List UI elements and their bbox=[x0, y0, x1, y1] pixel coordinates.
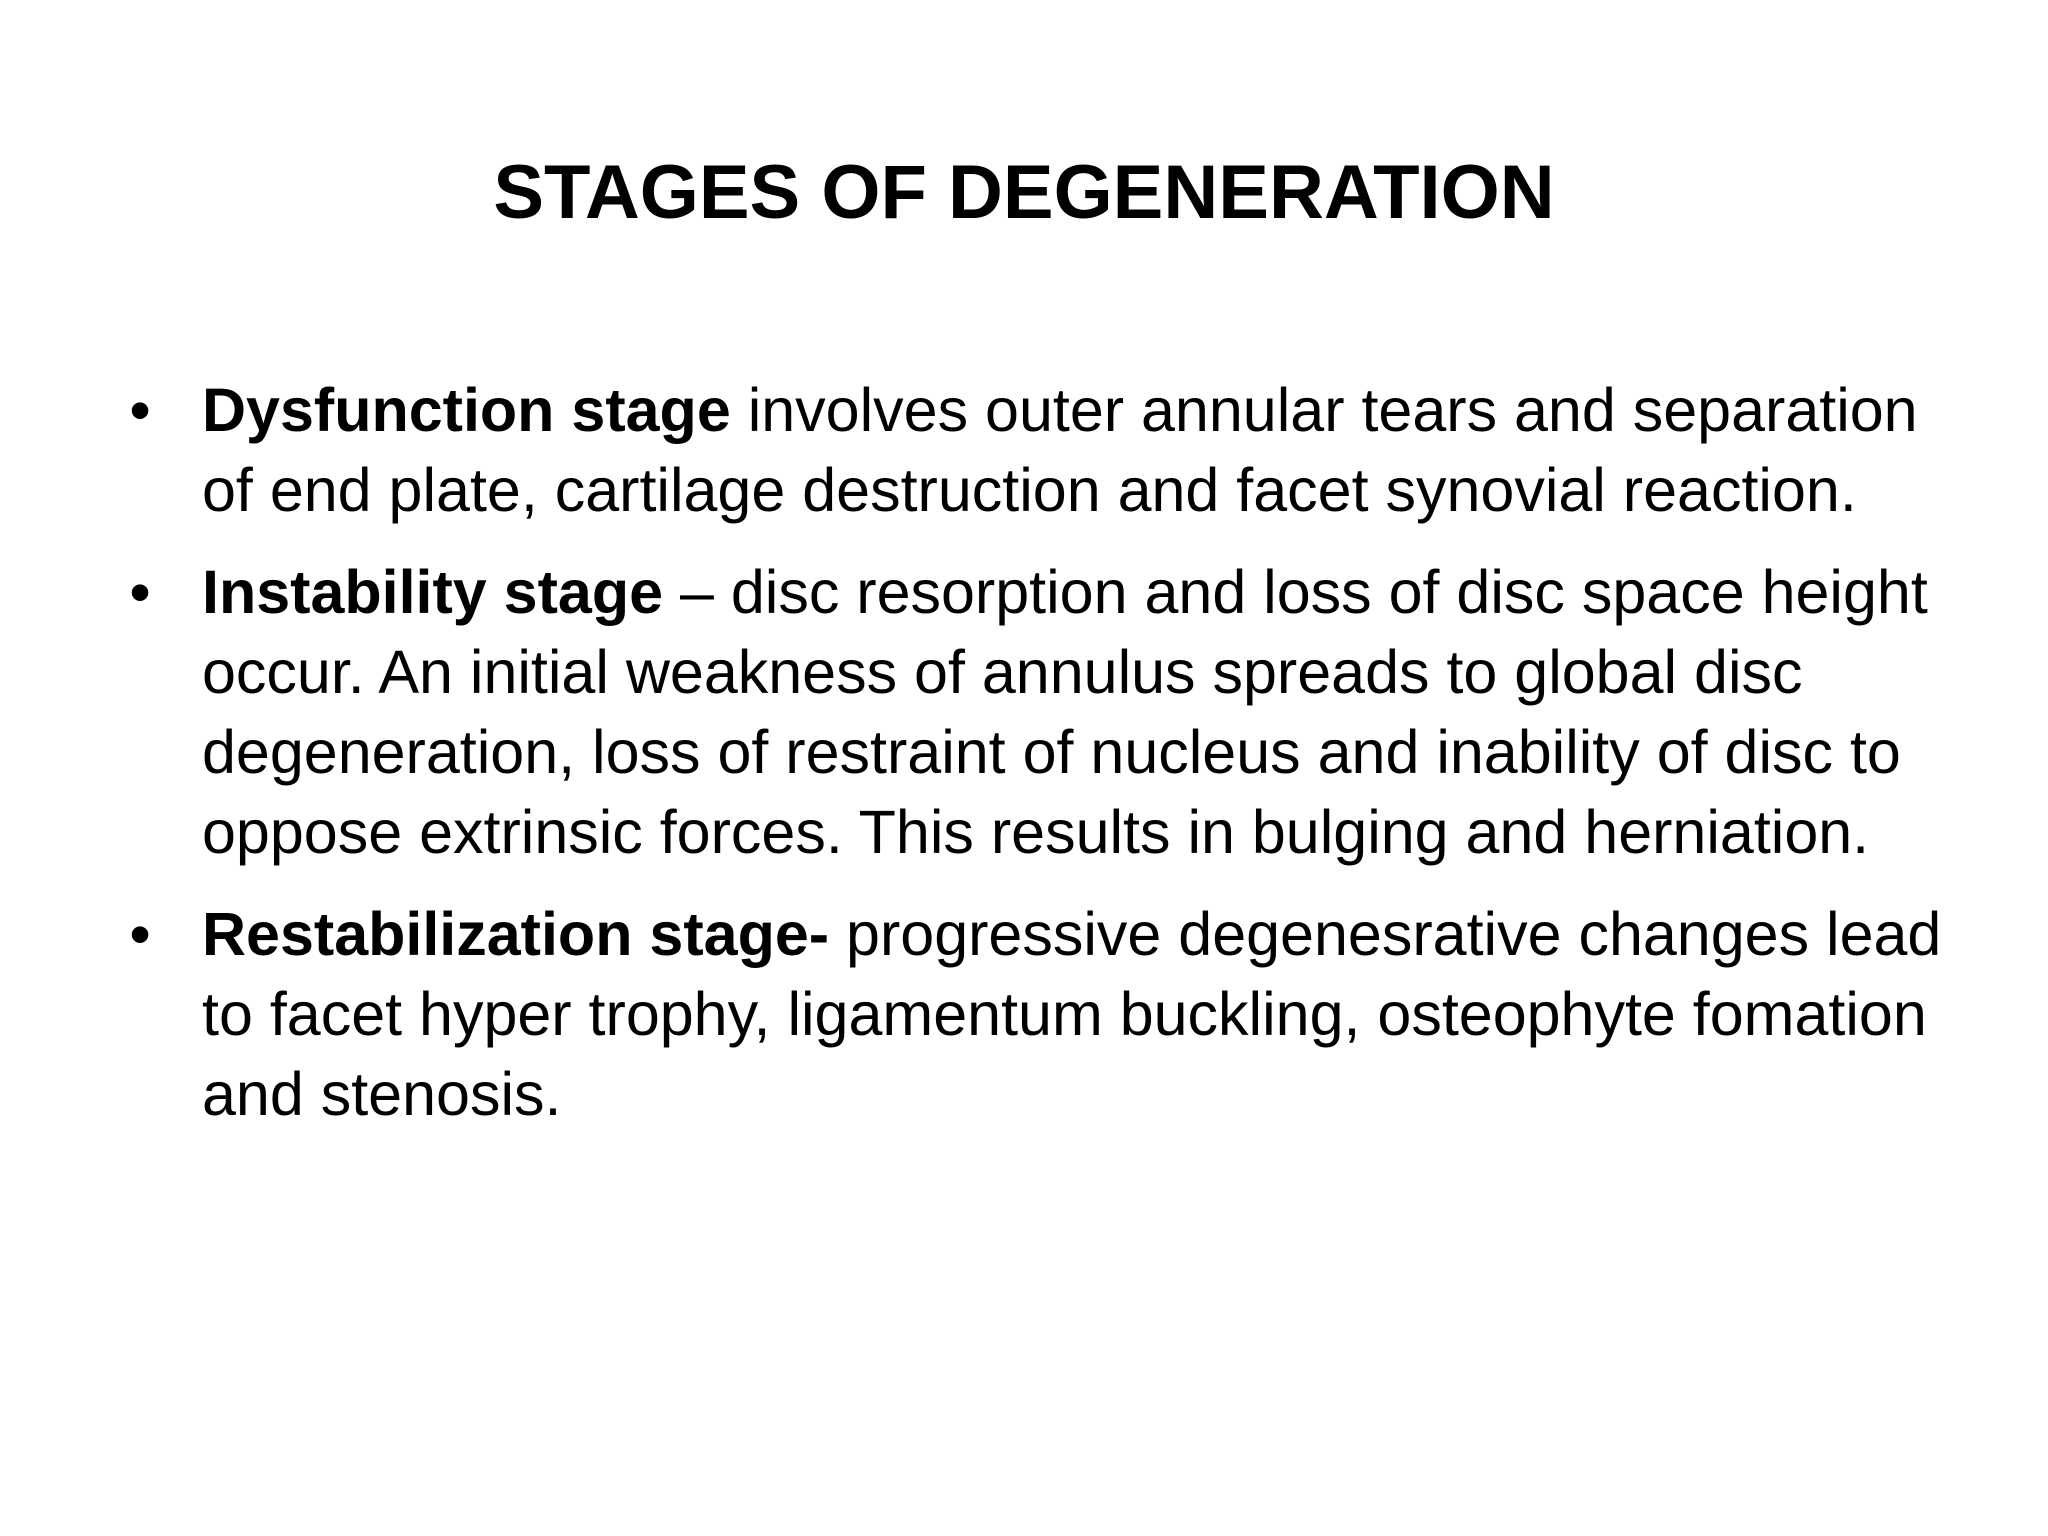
bullet-item-restabilization bbox=[120, 894, 1950, 1134]
bullet-list bbox=[120, 370, 1950, 1156]
bullet-text: – disc resorption and loss of disc space height occur. An initial weakness of annulus spreads to global disc degeneration, loss of restraint of nucleus and inability of disc to oppose extrinsic forces. This results in bulging and herniation. bbox=[202, 558, 1928, 866]
slide-title: STAGES OF DEGENERATION bbox=[493, 150, 1555, 235]
bullet-item-dysfunction bbox=[120, 370, 1950, 530]
bullet-term: Instability stage bbox=[202, 558, 664, 626]
bullet-icon: • bbox=[129, 900, 151, 968]
bullet-icon: • bbox=[129, 376, 151, 444]
bullet-item-instability bbox=[120, 552, 1950, 872]
bullet-term: Dysfunction stage bbox=[202, 376, 731, 444]
bullet-term: Restabilization stage- bbox=[202, 900, 830, 968]
bullet-text: progressive degenesrative changes lead to facet hyper trophy, ligamentum buckling, osteophyte fomation and stenosis. bbox=[202, 900, 1942, 1128]
bullet-icon: • bbox=[129, 558, 151, 626]
bullet-text: involves outer annular tears and separation of end plate, cartilage destruction and facet synovial reaction. bbox=[202, 376, 1918, 524]
